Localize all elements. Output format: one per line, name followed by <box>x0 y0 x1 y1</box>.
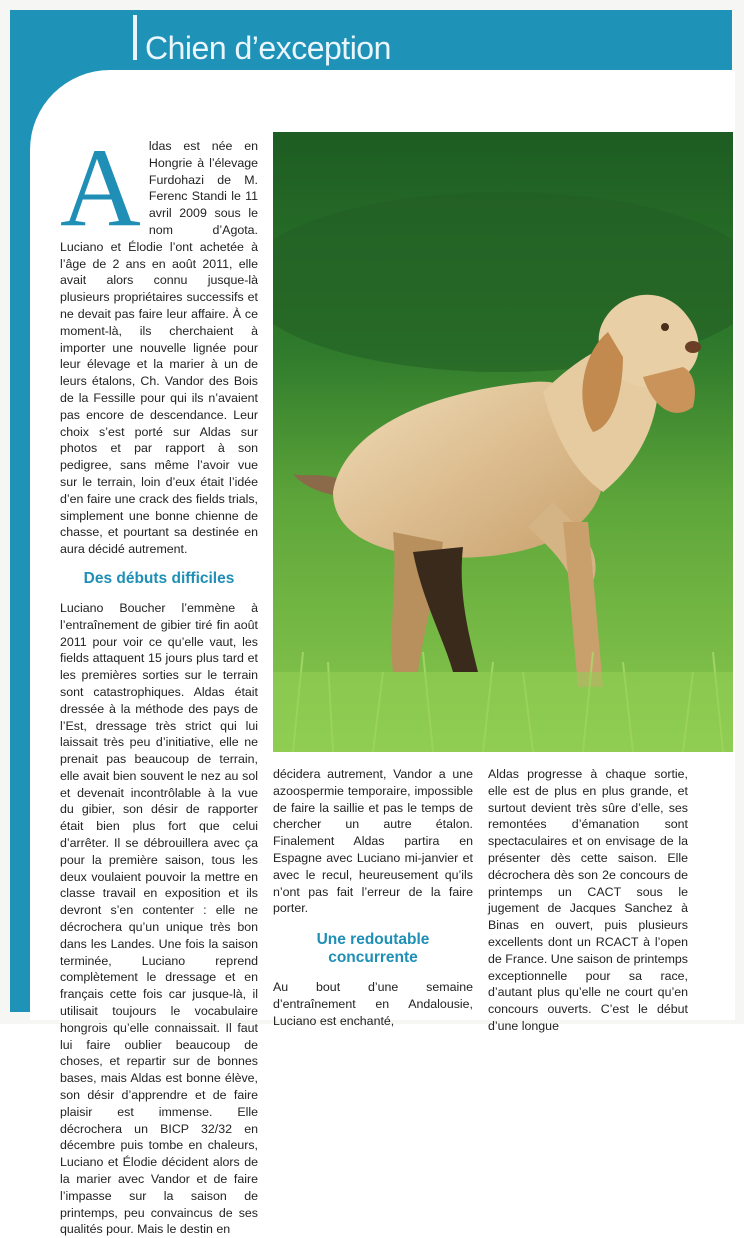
column-2-top-paragraph: décidera autrement, Vandor a une azoospermie temporaire, impossible de faire la saillie et pas le temps de chercher un autre étalon. Finalement Aldas partira en Espagne avec Luciano mi-janvier et avec le recul, heureusement qu’ils n’ont pas fait l’erreur de la faire porter. <box>273 767 473 916</box>
subheading-concurrente: Une redoutable concurrente <box>316 931 430 967</box>
dog-photo <box>273 132 733 752</box>
column-1 <box>60 126 258 1238</box>
page-number: 42 <box>40 978 56 994</box>
body-paragraph: Luciano Boucher l’emmène à l’entraînement de gibier tiré fin août 2011 pour voir ce qu’elle vaut, les fields attaquent 15 jours plus tard et les premières sorties sur le terrain sont catastrophiques. Aldas était dressée à la méthode des pays de l’Est, dressage très strict qui lui laissait très peu d’initiative, elle ne prenait pas beaucoup de terrain, elle avait bien souvent le nez au sol et devenait incontrôlable à la vue du gibier, son désir de rapporter était bien plus fort que celui d’arrêter. Il se débrouillera avec ça pour la première saison, tous les deux voulaient pouvoir la mettre en classe travail en exposition et ils devront s’en contenter : elle ne décrochera qu’un unique très bon dans les Landes. Une fois la saison terminée, Luciano reprend complètement le dressage et en français cette fois car jusque-là, il utilisait toujours le vocabulaire hongrois qu’elle connaissait. Il faut lui faire oublier beaucoup de choses, et repartir sur de bonnes bases, mais Aldas est bonne élève, son désir d’apprendre et de faire plaisir est immense. Elle décrochera un BICP 32/32 en décembre puis tombe en chaleurs, Luciano et Élodie décident alors de la marier avec Vandor et de faire l’impasse sur la saison de printemps, peu convaincus de ses qualités pour. Mais le destin en <box>60 600 258 1237</box>
column-2 <box>273 766 473 1030</box>
section-title: Chien d’exception <box>145 30 391 66</box>
subheading-debuts: Des débuts difficiles <box>83 569 235 587</box>
column-2-bottom-paragraph: Au bout d’une semaine d’entraînement en Andalousie, Luciano est enchanté, <box>273 980 473 1028</box>
column-3-paragraph: Aldas progresse à chaque sortie, elle est de plus en plus grande, et surtout devient très sûre d’elle, ses remontées d’émanation sont spectaculaires et on envisage de la présenter dès cette saison. Elle décrochera dès son 2e concours de printemps un CACT sous le jugement de Jacques Sanchez à Binas en ouvert, puis plusieurs excellents dont un RCACT à l’open de France. Une saison de printemps exceptionnelle pour sa race, d’autant plus qu’elle ne court qu’en concours ouverts. C’est le début d’une longue <box>488 767 688 1033</box>
header-divider <box>133 15 137 60</box>
intro-paragraph: ldas est née en Hongrie à l’élevage Furdohazi de M. Ferenc Standi le 11 avril 2009 sous le nom d’Agota. Luciano et Élodie l’ont achetée à l’âge de 2 ans en août 2011, elle avait alors connu jusque-là plusieurs propriétaires successifs et ne devait pas faire leur affaire. À ce moment-là, ils cherchaient à importer une nouvelle lignée pour leur élevage et la marier à un de leurs étalons, Ch. Vandor des Bois de la Fessille pour qui ils n’avaient pas encore de descendance. Leur choix s’est porté sur Aldas sur photos et par rapport à son pedigree, sans même l’avoir vue sur le terrain, loin d’eux était l’idée d’en faire une crack des fields trials, simplement une bonne chienne de chasse, et pourtant sa destinée en aura décidé autrement. <box>60 139 258 557</box>
drop-cap: A <box>60 126 141 250</box>
column-3 <box>488 766 688 1035</box>
